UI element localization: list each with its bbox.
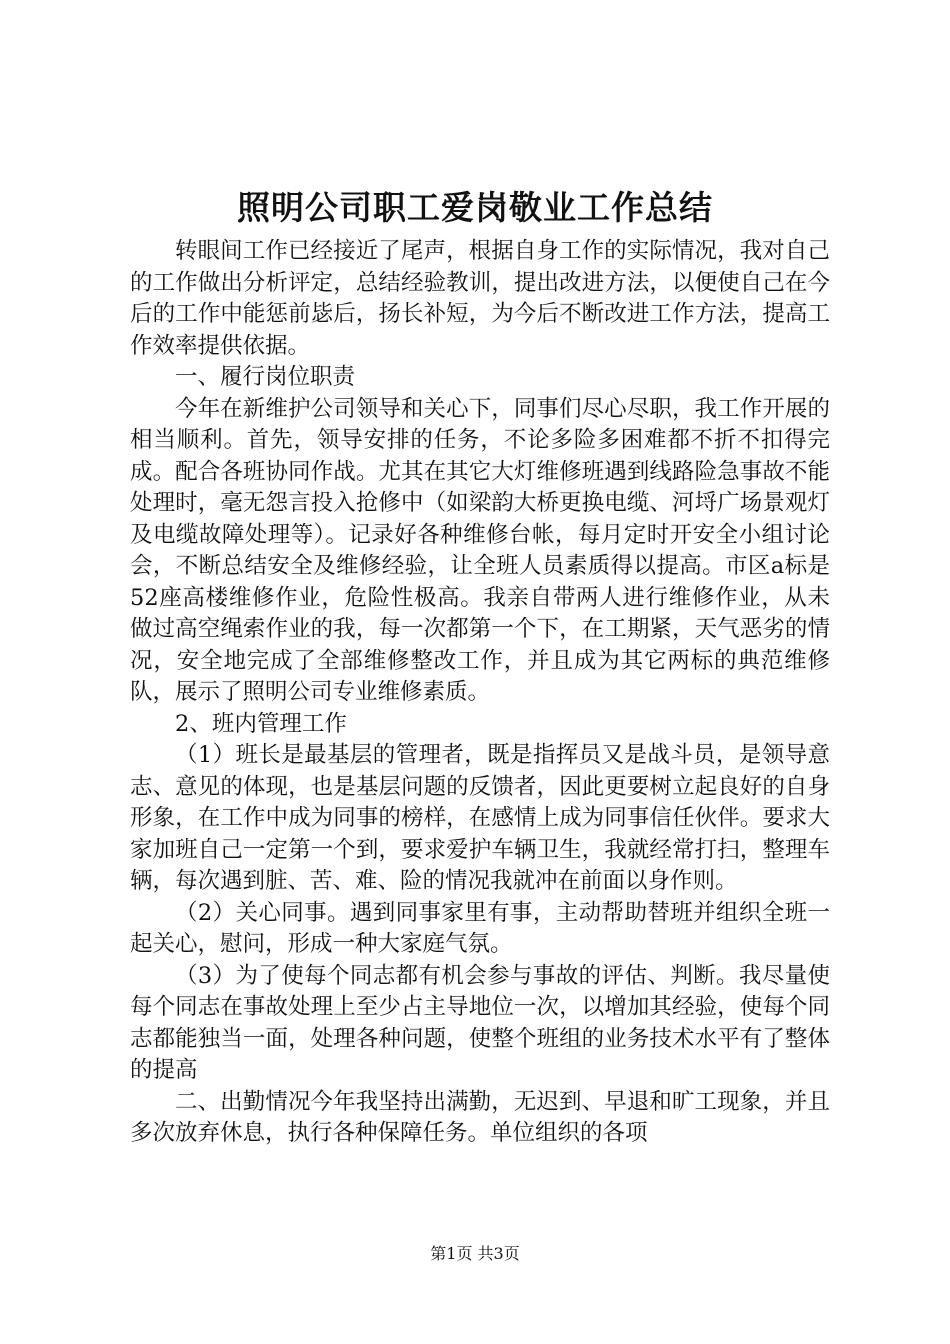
paragraph-attendance: 二、出勤情况今年我坚持出满勤，无迟到、早退和旷工现象，并且多次放弃休息，执行各种保障任务。单位组织的各项	[130, 1088, 830, 1146]
paragraph-management-2: （2）关心同事。遇到同事家里有事，主动帮助替班并组织全班一起关心，慰问，形成一种大家庭气氛。	[130, 899, 830, 957]
document-body	[130, 236, 830, 1150]
paragraph-management-3: （3）为了使每个同志都有机会参与事故的评估、判断。我尽量使每个同志在事故处理上至少占主导地位一次，以增加其经验，使每个同志都能独当一面，处理各种问题，使整个班组的业务技术水平有了整体的提高	[130, 962, 830, 1083]
paragraph-management-1: （1）班长是最基层的管理者，既是指挥员又是战斗员，是领导意志、意见的体现，也是基层问题的反馈者，因此更要树立起良好的自身形象，在工作中成为同事的榜样，在感情上成为同事信任伙伴。要求大家加班自己一定第一个到，要求爱护车辆卫生，我就经常打扫，整理车辆，每次遇到脏、苦、难、险的情况我就冲在前面以身作则。	[130, 742, 830, 894]
page-number: 第1页 共3页	[430, 1244, 520, 1263]
section-heading-duties: 一、履行岗位职责	[175, 364, 356, 390]
paragraph-duties: 今年在新维护公司领导和关心下，同事们尽心尽职，我工作开展的相当顺利。首先，领导安排的任务，不论多险多困难都不折不扣得完成。配合各班协同作战。尤其在其它大灯维修班遇到线路险急事故不能处理时，毫无怨言投入抢修中（如梁韵大桥更换电缆、河埒广场景观灯及电缆故障处理等）。记录好各种维修台帐，每月定时开安全小组讨论会，不断总结安全及维修经验，让全班人员素质得以提高。市区a标是52座高楼维修作业，危险性极高。我亲自带两人进行维修作业，从未做过高空绳索作业的我，每一次都第一个下，在工期紧，天气恶劣的情况，安全地完成了全部维修整改工作，并且成为其它两标的典范维修队，展示了照明公司专业维修素质。	[130, 395, 830, 705]
document-title: 照明公司职工爱岗敬业工作总结	[237, 188, 713, 227]
paragraph-intro: 转眼间工作已经接近了尾声，根据自身工作的实际情况，我对自己的工作做出分析评定，总结经验教训，提出改进方法，以便使自己在今后的工作中能惩前毖后，扬长补短，为今后不断改进工作方法，提高工作效率提供依据。	[130, 238, 830, 359]
section-heading-team-management: 2、班内管理工作	[175, 710, 347, 737]
